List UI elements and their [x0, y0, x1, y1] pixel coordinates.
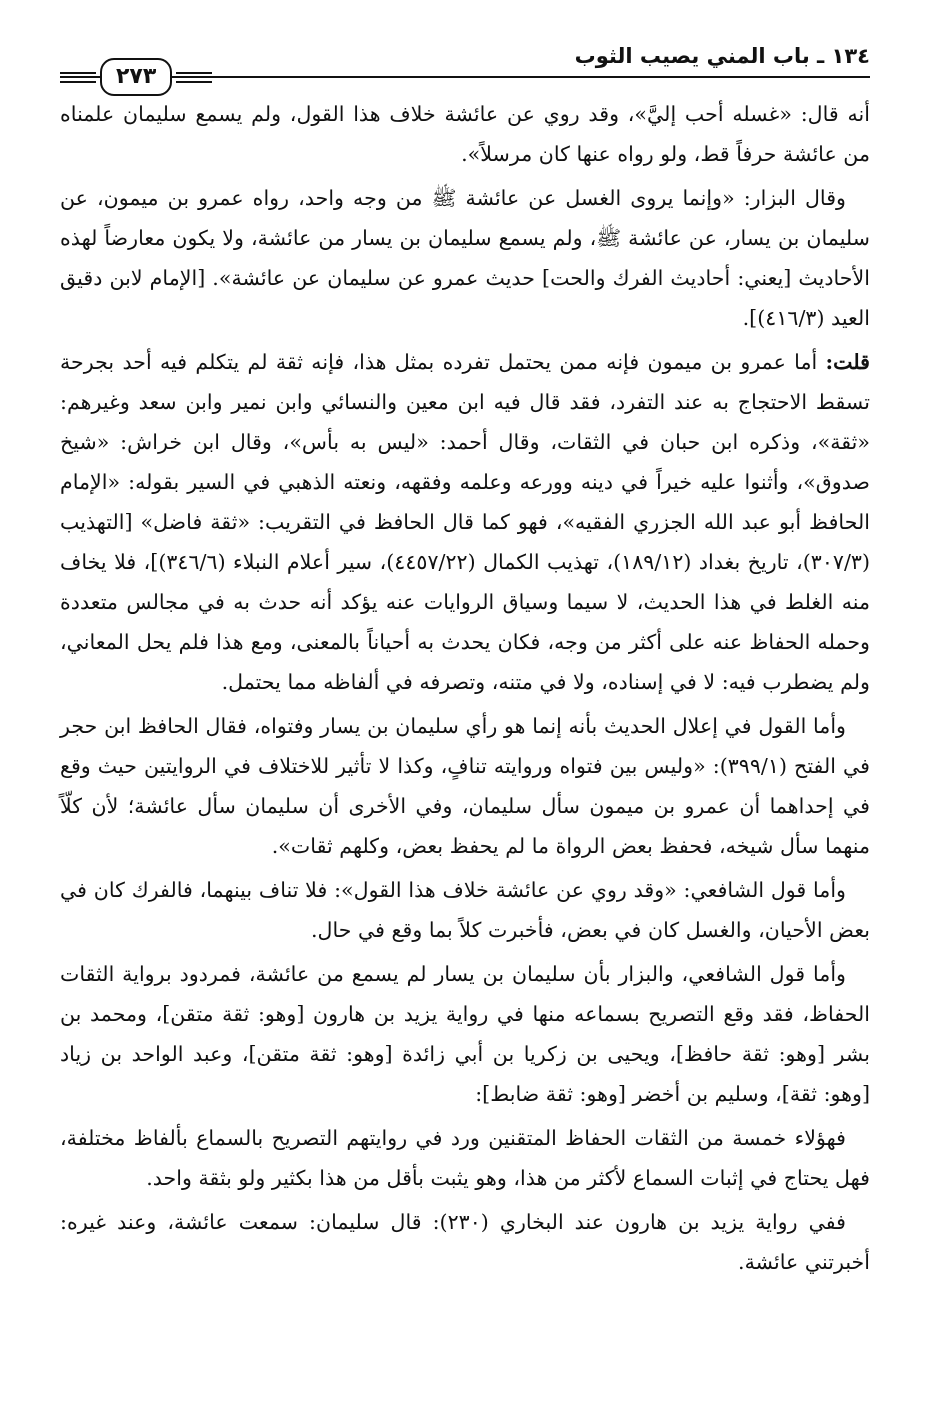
paragraph-8: ففي رواية يزيد بن هارون عند البخاري (٢٣٠): قال سليمان: سمعت عائشة، وعند غيره: أخبرتني عائشة.: [60, 1210, 870, 1274]
paragraph-3-text: أما عمرو بن ميمون فإنه ممن يحتمل تفرده بمثل هذا، فإنه ثقة لم يتكلم فيه أحد بجرحة تسقط الاحتجاج به عند التفرد، فقد قال فيه ابن معين والنسائي وابن نمير وابن سعد وغيرهم: «ثقة»، وذكره ابن حبان في الثقات، وقال أحمد: «ليس به بأس»، وقال ابن خراش: «شيخ صدوق»، وأثنوا عليه خيراً في دينه وورعه وعلمه وفقهه، ونعته الذهبي في السير بقوله: «الإمام الحافظ أبو عبد الله الجزري الفقيه»، فهو كما قال الحافظ في التقريب: «ثقة فاضل» [التهذيب (٣٠٧/٣)، تاريخ بغداد (١٨٩/١٢)، تهذيب الكمال (٤٤٥٧/٢٢)، سير أعلام النبلاء (٣٤٦/٦)]، فلا يخاف منه الغلط في هذا الحديث، لا سيما وسياق الروايات عنه يؤكد أنه حدث به في مجالس متعددة وحمله الحفاظ عنه على أكثر من وجه، فكان يحدث به أحياناً بالمعنى، ومع هذا فلم يحل المعاني، ولم يضطرب فيه: لا في إسناده، ولا في متنه، وتصرفه في ألفاظه مما يحتمل.: [60, 350, 870, 694]
paragraph-1: أنه قال: «غسله أحب إليَّ»، وقد روي عن عائشة خلاف هذا القول، ولم يسمع سليمان علمناه من عائشة حرفاً قط، ولو رواه عنها كان مرسلاً».: [60, 102, 870, 166]
running-title: ١٣٤ ـ باب المني يصيب الثوب: [574, 44, 870, 68]
page-number-ornament: [60, 58, 212, 96]
lead-word: قلت:: [825, 350, 871, 374]
paragraph-5: وأما قول الشافعي: «وقد روي عن عائشة خلاف هذا القول»: فلا تناف بينهما، فالفرك كان في بعض الأحيان، والغسل كان في بعض، فأخبرت كلاً بما وقع في حال.: [60, 878, 870, 942]
ornament-lines-right: [176, 72, 212, 83]
ornament-lines-left: [60, 72, 96, 83]
page-number: ٢٧٣: [100, 58, 172, 96]
paragraph-6: وأما قول الشافعي، والبزار بأن سليمان بن يسار لم يسمع من عائشة، فمردود برواية الثقات الحفاظ، فقد وقع التصريح بسماعه منها في رواية يزيد بن هارون [وهو: ثقة متقن]، ومحمد بن بشر [وهو: ثقة حافظ]، ويحيى بن زكريا بن أبي زائدة [وهو: ثقة متقن]، وعبد الواحد بن زياد [وهو: ثقة]، وسليم بن أخضر [وهو: ثقة ضابط]:: [60, 962, 870, 1106]
page-header: [60, 38, 870, 94]
paragraph-3: [60, 342, 870, 702]
paragraph-2: وقال البزار: «وإنما يروى الغسل عن عائشة ﷺ من وجه واحد، رواه عمرو بن ميمون، عن سليمان بن يسار، عن عائشة ﷺ، ولم يسمع سليمان بن يسار من عائشة، ولا يكون معارضاً لهذه الأحاديث [يعني: أحاديث الفرك والحت] حديث عمرو عن سليمان عن عائشة». [الإمام لابن دقيق العيد (٤١٦/٣)].: [60, 186, 870, 330]
paragraph-4: وأما القول في إعلال الحديث بأنه إنما هو رأي سليمان بن يسار وفتواه، فقال الحافظ ابن حجر في الفتح (٣٩٩/١): «وليس بين فتواه وروايته تنافٍ، وكذا لا تأثير للاختلاف في الروايتين حيث وقع في إحداهما أن عمرو بن ميمون سأل سليمان، وفي الأخرى أن سليمان سأل عائشة؛ لأن كلّاً منهما سأل شيخه، فحفظ بعض الرواة ما لم يحفظ بعض، وكلهم ثقات».: [60, 714, 870, 858]
paragraph-7: فهؤلاء خمسة من الثقات الحفاظ المتقنين ورد في روايتهم التصريح بالسماع بألفاظ مختلفة، فهل يحتاج في إثبات السماع لأكثر من هذا، وهو يثبت بأقل من هذا بكثير ولو بثقة واحد.: [60, 1126, 870, 1190]
page-body: [60, 94, 870, 1282]
